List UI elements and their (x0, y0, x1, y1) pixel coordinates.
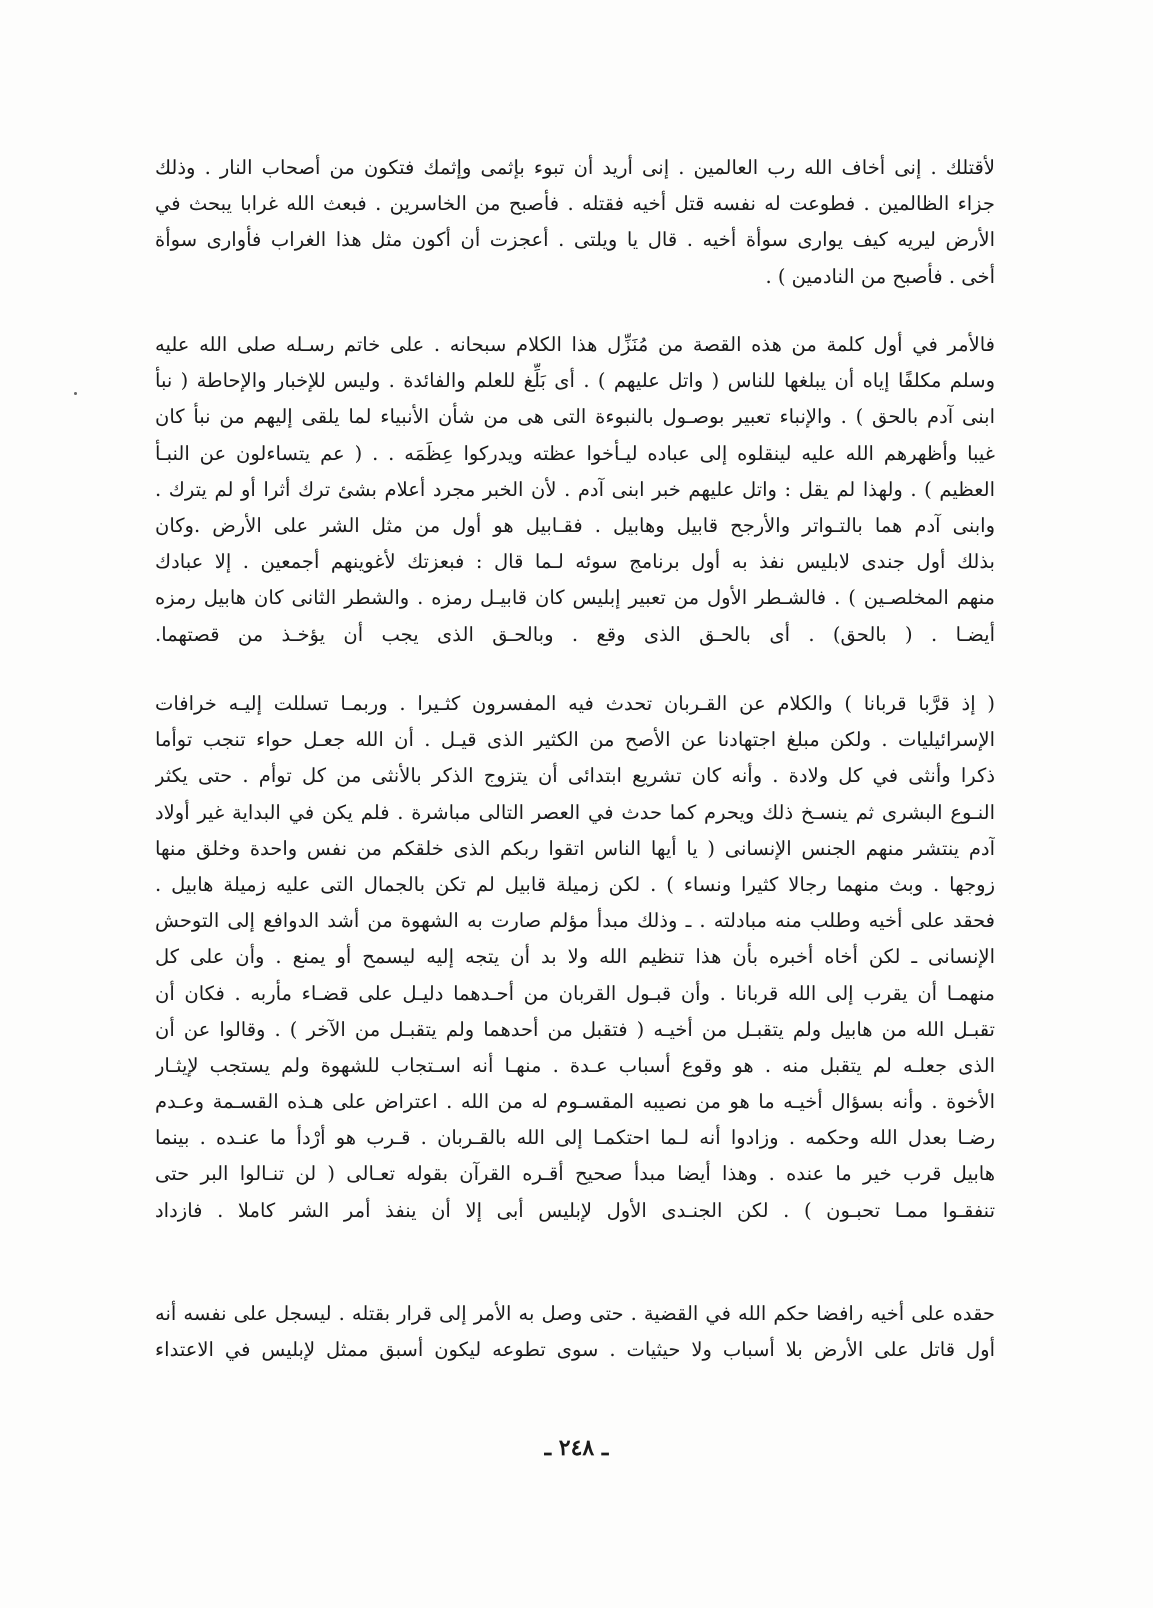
paragraph-3 (155, 686, 995, 1229)
text-line: أيضـا . ( بالحق) . أى بالحـق الذى وقع . وبالحـق الذى يجب أن يؤخـذ من قصتهما. (155, 622, 995, 646)
text-line: حقده على أخيه رافضا حكم الله في القضية . حتى وصل به الأمر إلى قرار بقتله . ليسجل على نفسه أنه (155, 1302, 995, 1325)
text-line: ذكرا وأنثى في كل ولادة . وأنه كان تشريع ابتدائى أن يتزوج الذكر بالأنثى من كل توأم . حتى يكثر (155, 764, 995, 788)
text-line: الإنسانى ـ لكن أخاه أخبره بأن هذا تنظيم الله ولا بد أن يتجه إليه ليسمح أو يمنع . وأن على كل (155, 945, 995, 969)
text-line: منهم المخلصـين ) . فالشـطر الأول من تعبير إبليس كان قابيـل رمزه . والشطر الثانى كان هابيل رمزه (155, 586, 995, 610)
text-line: هابيل قرب خير ما عنده . وهذا أيضا مبدأ صحيح أقـره القرآن بقوله تعـالى ( لن تنـالوا البر حتى (155, 1162, 995, 1186)
text-line: فحقد على أخيه وطلب منه مبادلته . ـ وذلك مبدأ مؤلم صارت به الشهوة من أشد الدوافع إلى التوحش (155, 909, 995, 933)
text-line: النـوع البشرى ثم ينسـخ ذلك ويحرم كما حدث في العصر التالى مباشرة . فلم يكن في البداية غير أولاد (155, 800, 995, 824)
text-line: أول قاتل على الأرض بلا أسباب ولا حيثيات . سوى تطوعه ليكون أسبق ممثل لإبليس في الاعتداء (155, 1338, 995, 1362)
page-number: ـ ٢٤٨ ـ (544, 1435, 609, 1461)
text-line: زوجها . وبث منهما رجالا كثيرا ونساء ) . لكن زميلة قابيل لم تكن بالجمال التى عليه زميلة هابيل . (155, 872, 995, 896)
text-line: وابنى آدم هما بالتـواتر والأرجح قابيل وهابيل . فقـابيل هو أول من مثل الشر على الأرض .وكان (155, 513, 995, 537)
text-line: وسلم مكلفًا إياه أن يبلغها للناس ( واتل عليهم ) . أى بَلِّغ للعلم والفائدة . وليس للإخبار والإحاطة ( نبأ (155, 369, 995, 393)
text-line: العظيم ) . ولهذا لم يقل : واتل عليهم خبر ابنى آدم . لأن الخبر مجرد أعلام بشئ ترك أثرا أو لم يترك . (155, 477, 995, 501)
scan-speck (74, 392, 77, 395)
text-line: الإسرائيليات . ولكن مبلغ اجتهادنا عن الأصح من الكثير الذى قيـل . أن الله جعـل حواء تنجب توأما (155, 728, 995, 752)
text-line: أخى . فأصبح من النادمين ) . (765, 264, 995, 288)
text-line: الأرض ليريه كيف يوارى سوأة أخيه . قال يا ويلتى . أعجزت أن أكون مثل هذا الغراب فأوارى سوأة (155, 228, 995, 252)
paragraph-1 (155, 150, 995, 295)
text-line: ابنى آدم بالحق ) . والإنباء تعبير بوصـول بالنبوءة التى هى من شأن الأنبياء لما يلقى إليهم من نبأ كان (155, 405, 995, 429)
paragraph-2 (155, 327, 995, 653)
text-line: تنفقـوا ممـا تحبـون ) . لكن الجنـدى الأول لإبليس أبى إلا أن ينفذ أمر الشر كاملا . فازداد (155, 1198, 995, 1222)
text-line: الأخوة . وأنه بسؤال أخيـه ما هو من نصيبه المقسـوم له من الله . اعتراض على هـذه القسـمة وعـدم (155, 1090, 995, 1114)
paragraph-4 (155, 1296, 995, 1368)
text-line: آدم ينتشر منهم الجنس الإنسانى ( يا أيها الناس اتقوا ربكم الذى خلقكم من نفس واحدة وخلق منها (155, 836, 995, 860)
text-line: رضـا بعدل الله وحكمه . وزادوا أنه لـما احتكمـا إلى الله بالقـربان . قـرب هو أرْدأ ما عنـده . بينما (155, 1126, 995, 1150)
text-line: تقبـل الله من هابيل ولم يتقبـل من أخيـه ( فتقبل من أحدهما ولم يتقبـل من الآخر ) . وقالوا عن أن (155, 1017, 995, 1041)
text-line: فالأمر في أول كلمة من هذه القصة من مُنَزِّل هذا الكلام سبحانه . على خاتم رسـله صلى الله عليه (155, 333, 995, 356)
text-line: منهمـا أن يقرب إلى الله قربانا . وأن قبـول القربان من أحـدهما دليـل على قضـاء مأربه . فكان أن (155, 981, 995, 1005)
text-line: لأقتلك . إنى أخاف الله رب العالمين . إنى أريد أن تبوء بإثمى وإثمك فتكون من أصحاب النار . وذلك (155, 156, 995, 179)
text-line: الذى جعلـه لم يتقبل منه . هو وقوع أسباب عـدة . منهـا أنه اسـتجاب للشهوة ولم يستجب لإيثـار (155, 1053, 995, 1077)
text-line: غيبا وأظهرهم الله عليه لينقلوه إلى عباده ليـأخوا عظته ويدركوا عِظَمَه . . ( عم يتساءلون عن النبـأ (155, 441, 995, 465)
text-line: بذلك أول جندى لابليس نفذ به أول برنامج سوئه لـما قال : فبعزتك لأغوينهم أجمعين . إلا عبادك (155, 550, 995, 574)
text-line: ( إذ قرَّبا قربانا ) والكلام عن القـربان تحدث فيه المفسرون كثـيرا . وربمـا تسللت إليـه خرافات (155, 692, 995, 715)
text-line: جزاء الظالمين . فطوعت له نفسه قتل أخيه فقتله . فأصبح من الخاسرين . فبعث الله غرابا يبحث في (155, 192, 995, 216)
